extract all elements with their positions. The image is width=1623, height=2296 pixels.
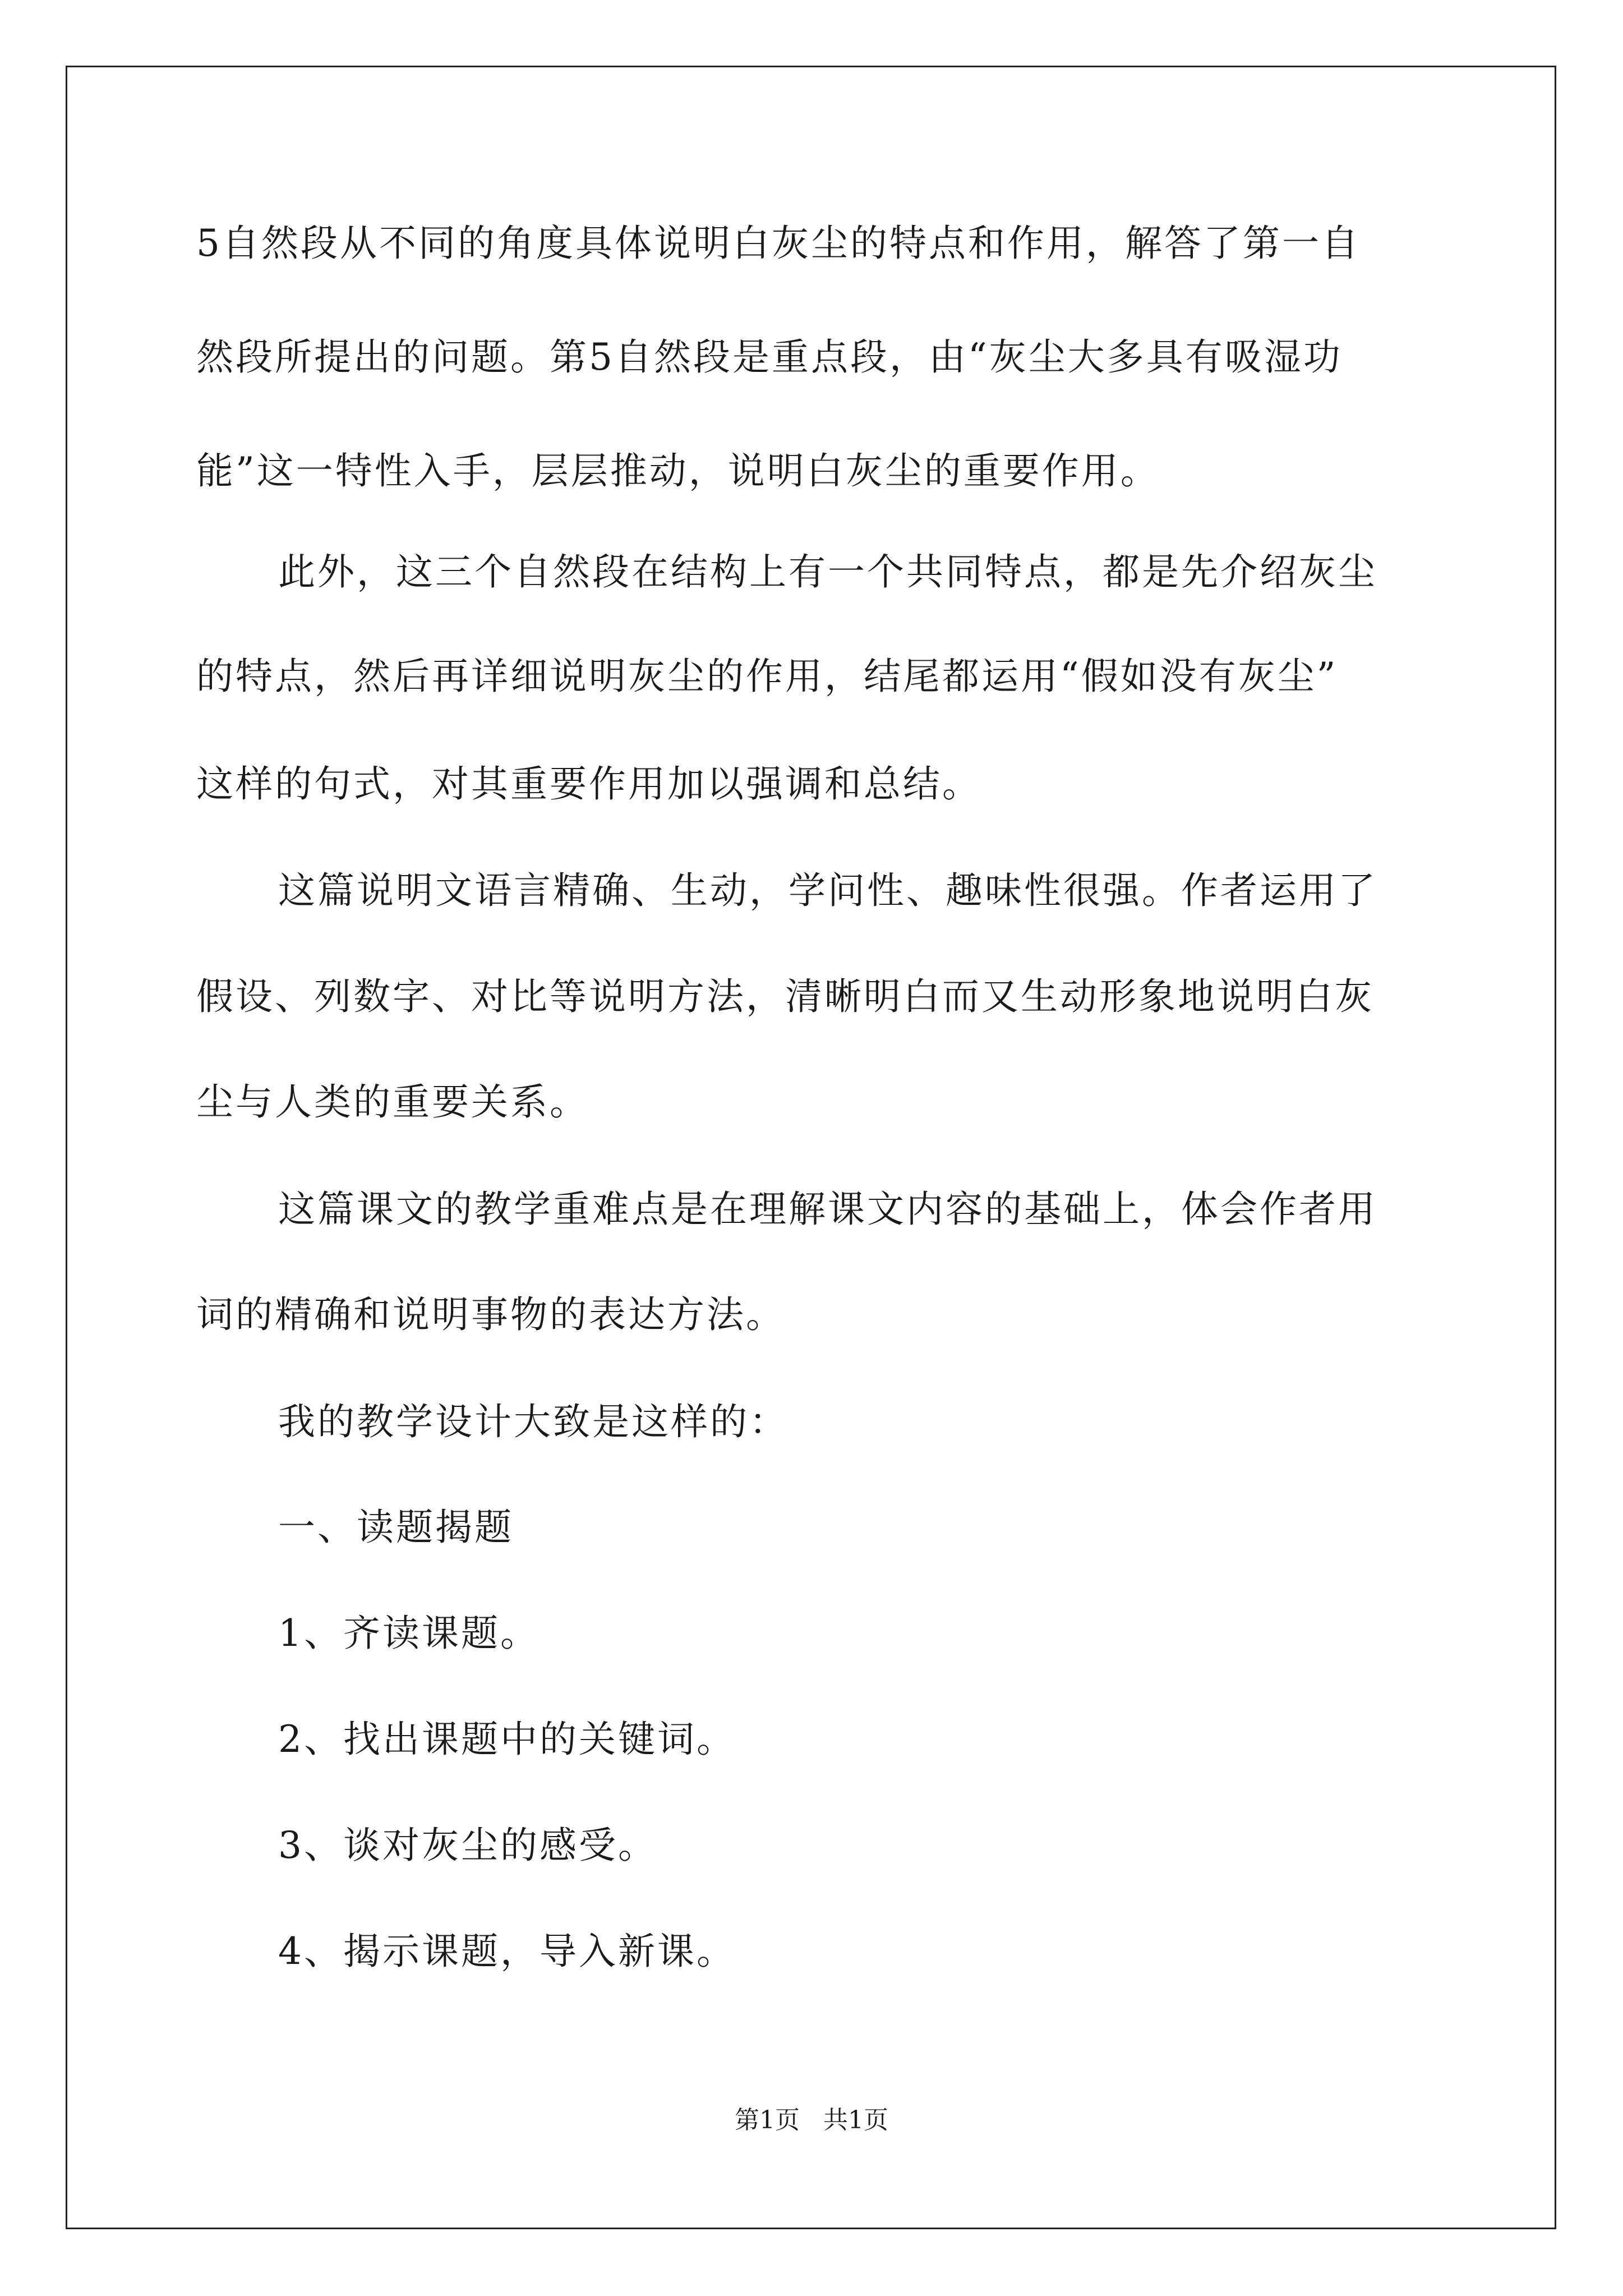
text-line: 这篇课文的教学重难点是在理解课文内容的基础上，体会作者用 [278,1188,1377,1231]
text-line: 尘与人类的重要关系。 [196,1080,589,1124]
text-line: 这样的句式，对其重要作用加以强调和总结。 [196,762,981,806]
page-footer: 第1页 共1页 [735,2106,888,2134]
text-line: 词的精确和说明事物的表达方法。 [196,1293,785,1336]
section-heading: 一、读题揭题 [278,1506,514,1549]
text-line: 然段所提出的问题。第5自然段是重点段，由“灰尘大多具有吸湿功 [196,335,1343,379]
list-item: 2、找出课题中的关键词。 [278,1718,736,1761]
page-border [66,66,1556,2229]
list-item: 1、齐读课题。 [278,1612,540,1655]
text-line: 假设、列数字、对比等说明方法，清晰明白而又生动形象地说明白灰 [196,975,1374,1018]
text-line: 此外，这三个自然段在结构上有一个共同特点，都是先介绍灰尘 [278,550,1377,593]
text-line: 5自然段从不同的角度具体说明白灰尘的特点和作用，解答了第一自 [196,222,1361,265]
text-line: 这篇说明文语言精确、生动，学问性、趣味性很强。作者运用了 [278,869,1377,912]
text-line: 我的教学设计大致是这样的： [278,1400,789,1443]
list-item: 4、揭示课题，导入新课。 [278,1930,736,1973]
text-line: 能”这一特性入手，层层推动，说明白灰尘的重要作用。 [196,449,1160,493]
text-line: 的特点，然后再详细说明灰尘的作用，结尾都运用“假如没有灰尘” [196,655,1338,698]
list-item: 3、谈对灰尘的感受。 [278,1824,657,1867]
